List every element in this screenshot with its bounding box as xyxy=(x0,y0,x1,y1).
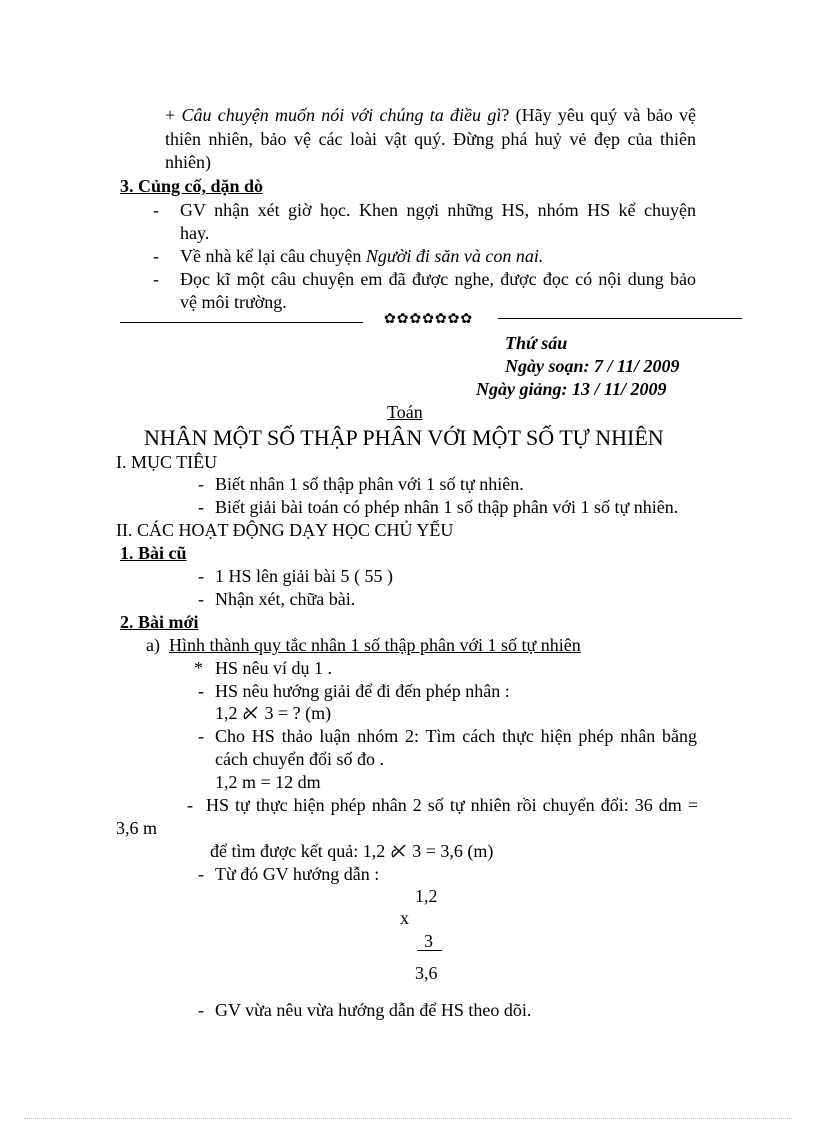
intro-question: Câu chuyện muốn nói với chúng ta điều gì xyxy=(181,105,502,125)
bullet-dash: - xyxy=(153,269,159,289)
intro-plus: + xyxy=(165,105,176,125)
calc-rule xyxy=(417,950,442,951)
bullet-dash: - xyxy=(198,681,204,701)
step-1: HS nêu hướng giải để đi đến phép nhân : xyxy=(215,681,510,701)
new-lesson-heading: 2. Bài mới xyxy=(120,612,199,632)
old-lesson-item-2: Nhận xét, chữa bài. xyxy=(215,589,356,609)
step-5: GV vừa nêu vừa hướng dẫn để HS theo dõi. xyxy=(215,1000,532,1020)
step-2-line-1: Cho HS thảo luận nhóm 2: Tìm cách thực hiện phép nhân bằng xyxy=(215,726,697,746)
old-lesson-item-1: 1 HS lên giải bài 5 ( 55 ) xyxy=(215,566,393,586)
intro-line-2: thiên nhiên, bảo vệ các loài vật quý. Đừng phá huỷ vẻ đẹp của thiên xyxy=(165,129,696,149)
bullet-dash: - xyxy=(187,795,193,815)
step-3-line-2: 3,6 m xyxy=(116,818,158,838)
divider-line-left xyxy=(120,322,363,323)
bullet-dash: - xyxy=(153,246,159,266)
multiply-symbol-icon xyxy=(390,842,408,860)
section-3-heading: 3. Củng cố, dặn dò xyxy=(120,176,264,196)
activities-heading: II. CÁC HOẠT ĐỘNG DẠY HỌC CHỦ YẾU xyxy=(116,520,454,540)
lesson-title: NHÂN MỘT SỐ THẬP PHÂN VỚI MỘT SỐ TỰ NHIÊN xyxy=(144,425,664,450)
eq1-left: 1,2 xyxy=(215,703,238,723)
calc-operator: x xyxy=(400,908,409,928)
date-taught: Ngày giảng: 13 / 11/ 2009 xyxy=(476,379,667,399)
bullet-dash: - xyxy=(198,726,204,746)
divider-line-right xyxy=(498,318,742,319)
bullet-dash: - xyxy=(198,566,204,586)
objective-1: Biết nhân 1 số thập phân với 1 số tự nhiên. xyxy=(215,474,524,494)
step-3-line-1: HS tự thực hiện phép nhân 2 số tự nhiên rồi chuyển đổi: 36 dm = xyxy=(206,795,698,815)
bullet-dash: - xyxy=(198,497,204,517)
step-3-result-b: 3 = 3,6 (m) xyxy=(412,841,494,861)
objectives-heading: I. MỤC TIÊU xyxy=(116,452,218,472)
sub-a-title: Hình thành quy tắc nhân 1 số thập phân với 1 số tự nhiên xyxy=(169,635,581,655)
eq1-right: 3 = ? (m) xyxy=(264,703,332,723)
s3-item-2 xyxy=(180,245,543,267)
step-2-line-2: cách chuyển đổi số đo . xyxy=(215,749,384,769)
sub-a-label: a) xyxy=(146,635,160,655)
bullet-dash: - xyxy=(198,474,204,494)
intro-line-3: nhiên) xyxy=(165,152,211,172)
calc-bottom: 3 xyxy=(424,931,433,951)
bullet-dash: - xyxy=(198,1000,204,1020)
page-bottom-border xyxy=(24,1118,792,1119)
subject-label: Toán xyxy=(387,402,423,422)
old-lesson-heading: 1. Bài cũ xyxy=(120,543,187,563)
divider-ornament: ✿✿✿✿✿✿✿ xyxy=(384,312,474,327)
step-3-result-a: để tìm được kết quả: 1,2 xyxy=(210,841,386,861)
s3-item-2-text: Về nhà kể lại câu chuyện xyxy=(180,246,366,266)
star-text: HS nêu ví dụ 1 . xyxy=(215,658,332,678)
day-of-week: Thứ sáu xyxy=(505,333,568,353)
conversion: 1,2 m = 12 dm xyxy=(215,772,321,792)
equation-1 xyxy=(215,702,331,724)
s3-item-1-line-2: hay. xyxy=(180,223,210,243)
s3-item-3-line-1: Đọc kĩ một câu chuyện em đã được nghe, được đọc có nội dung bảo xyxy=(180,269,696,289)
calc-result: 3,6 xyxy=(415,963,438,983)
multiply-symbol-icon xyxy=(242,704,260,722)
bullet-dash: - xyxy=(198,864,204,884)
step-4: Từ đó GV hướng dẫn : xyxy=(215,864,380,884)
step-3-line-3 xyxy=(210,840,493,862)
intro-line-1 xyxy=(165,104,696,126)
star-marker: * xyxy=(194,658,203,678)
date-prepared: Ngày soạn: 7 / 11/ 2009 xyxy=(505,356,680,376)
bullet-dash: - xyxy=(153,200,159,220)
bullet-dash: - xyxy=(198,589,204,609)
s3-item-2-story: Người đi săn và con nai. xyxy=(365,246,544,266)
s3-item-1-line-1: GV nhận xét giờ học. Khen ngợi những HS, nhóm HS kể chuyện xyxy=(180,200,696,220)
s3-item-3-line-2: vệ môi trường. xyxy=(180,292,287,312)
calc-top: 1,2 xyxy=(415,886,438,906)
intro-answer-1: ? (Hãy yêu quý và bảo vệ xyxy=(501,105,696,125)
objective-2: Biết giải bài toán có phép nhân 1 số thập phân với 1 số tự nhiên. xyxy=(215,497,679,517)
